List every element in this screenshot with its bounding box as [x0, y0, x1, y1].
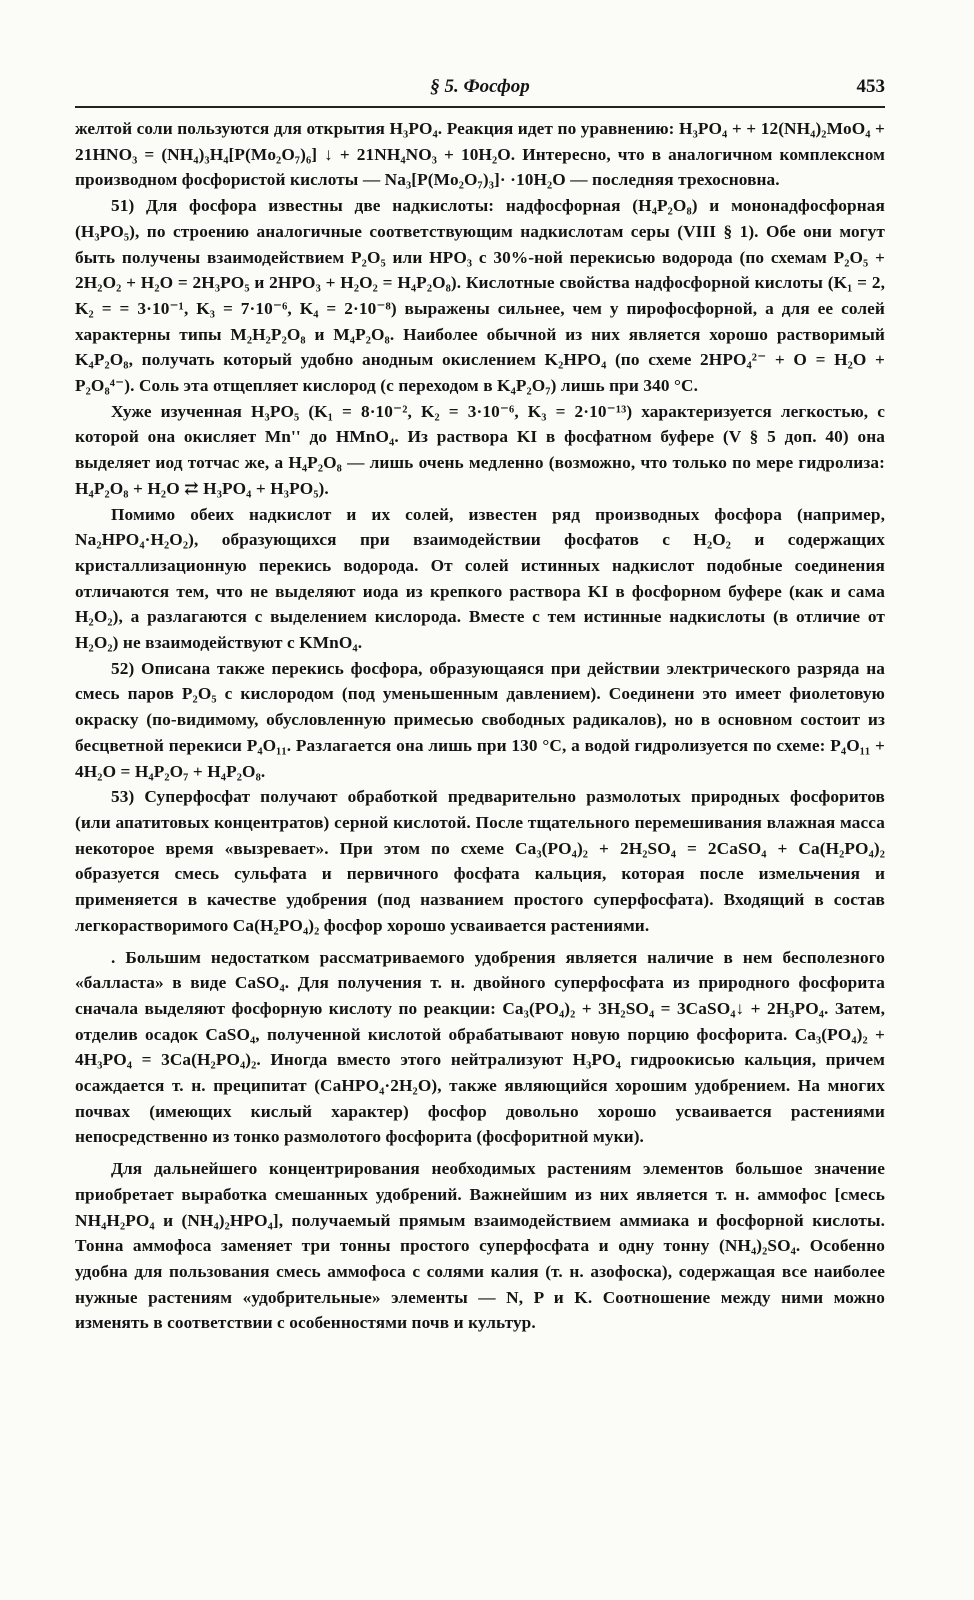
page-header — [75, 72, 885, 108]
paragraph-6: 53) Суперфосфат получают обработкой предварительно размолотых природных фосфоритов (или апатитовых концентратов) серной кислотой. После тщательного перемешивания влажная масса некоторое время «вызревает». При этом по схеме Ca₃(PO₄)₂ + 2H₂SO₄ = 2CaSO₄ + Ca(H₂PO₄)₂ образуется смесь сульфата и первичного фосфата кальция, которая после измельчения и применяется в качестве удобрения (под названием простого суперфосфата). Входящий в состав легкорастворимого Ca(H₂PO₄)₂ фосфор хорошо усваивается растениями. — [75, 787, 885, 935]
paragraph-4: Помимо обеих надкислот и их солей, известен ряд производных фосфора (например, Na₂HPO₄·H₂O₂), образующихся при взаимодействии фосфатов с H₂O₂ и содержащих кристаллизационную перекись водорода. От солей истинных надкислот подобные соединения отличаются тем, что не выделяют иода из крепкого раствора KI в фосфорном буфере (как и сама H₂O₂), а разлагаются с выделением кислорода. Вместе с тем истинные надкислоты (в отличие от H₂O₂) не взаимодействуют с KMnO₄. — [75, 504, 885, 653]
paragraph-8: Для дальнейшего концентрирования необходимых растениям элементов большое значение приобретает выработка смешанных удобрений. Важнейшим из них является т. н. аммофос [смесь NH₄H₂PO₄ и (NH₄)₂HPO₄], получаемый прямым взаимодействием аммиака и фосфорной кислоты. Тонна аммофоса заменяет три тонны простого суперфосфата и одну тонну (NH₄)₂SO₄. Особенно удобна для пользования смесь аммофоса с солями калия (т. н. азофоска), содержащая все наиболее нужные растениям «удобрительные» элементы — N, P и K. Соотношение между ними можно изменять в соответствии с особенностями почв и культур. — [75, 1159, 885, 1333]
page-number: 453 — [856, 76, 885, 97]
paragraph-2: 51) Для фосфора известны две надкислоты: надфосфорная (H₄P₂O₈) и мононадфосфорная (H₃PO₅), по строению аналогичные соответствующим надкислотам серы (VIII § 1). Обе они могут быть получены взаимодействием P₂O₅ или HPO₃ с 30%-ной перекисью водорода (по схемам P₂O₅ + 2H₂O₂ + H₂O = 2H₃PO₅ и 2HPO₃ + H₂O₂ = H₄P₂O₈). Кислотные свойства надфосфорной кислоты (K₁ = 2, K₂ = = 3·10⁻¹, K₃ = 7·10⁻⁶, K₄ = 2·10⁻⁸) выражены сильнее, чем у пирофосфорной, а для ее солей характерны типы M₂H₂P₂O₈ и M₄P₂O₈. Наиболее обычной из них является хорошо растворимый K₄P₂O₈, получать который удобно анодным окислением K₂HPO₄ (по схеме 2HPO₄²⁻ + O = H₂O + P₂O₈⁴⁻). Соль эта отщепляет кислород (с переходом в K₄P₂O₇) лишь при 340 °C. — [75, 196, 885, 396]
paragraph-3: Хуже изученная H₃PO₅ (K₁ = 8·10⁻², K₂ = 3·10⁻⁶, K₃ = 2·10⁻¹³) характеризуется легкостью, с которой она окисляет Mn'' до HMnO₄. Из раствора KI в фосфатном буфере (V § 5 доп. 40) она выделяет иод тотчас же, а H₄P₂O₈ — лишь очень медленно (возможно, что только по мере гидролиза: H₄P₂O₈ + H₂O ⇄ H₃PO₄ + H₃PO₅). — [75, 401, 885, 498]
page-body — [75, 116, 885, 1336]
paragraph-7: . Большим недостатком рассматриваемого удобрения является наличие в нем бесполезного «балласта» в виде CaSO₄. Для получения т. н. двойного суперфосфата из природного фосфорита сначала выделяют фосфорную кислоту по реакции: Ca₃(PO₄)₂ + 3H₂SO₄ = 3CaSO₄↓ + 2H₃PO₄. Затем, отделив осадок CaSO₄, полученной кислотой обрабатывают новую порцию фосфорита. Ca₃(PO₄)₂ + 4H₃PO₄ = 3Ca(H₂PO₄)₂. Иногда вместо этого нейтрализуют H₃PO₄ гидроокисью кальция, причем осаждается т. н. преципитат (CaHPO₄·2H₂O), также являющийся хорошим удобрением. На многих почвах (имеющих кислый характер) фосфор довольно хорошо усваивается растениями непосредственно из тонко размолотого фосфорита (фосфоритной муки). — [75, 947, 885, 1147]
paragraph-1: желтой соли пользуются для открытия H₃PO₄. Реакция идет по уравнению: H₃PO₄ + + 12(NH₄)₂MoO₄ + 21HNO₃ = (NH₄)₃H₄[P(Mo₂O₇)₆] ↓ + 21NH₄NO₃ + 10H₂O. Интересно, что в аналогичном комплексном производном фосфористой кислоты — Na₃[P(Mo₂O₇)₃]· ·10H₂O — последняя трехосновна. — [75, 119, 885, 190]
paragraph-5: 52) Описана также перекись фосфора, образующаяся при действии электрического разряда на смесь паров P₂O₅ с кислородом (под уменьшенным давлением). Соединени это имеет фиолетовую окраску (по-видимому, обусловленную примесью свободных радикалов), но в основном состоит из бесцветной перекиси P₄O₁₁. Разлагается она лишь при 130 °C, а водой гидролизуется по схеме: P₄O₁₁ + 4H₂O = H₄P₂O₇ + H₄P₂O₈. — [75, 658, 885, 781]
section-title: § 5. Фосфор — [430, 76, 530, 97]
